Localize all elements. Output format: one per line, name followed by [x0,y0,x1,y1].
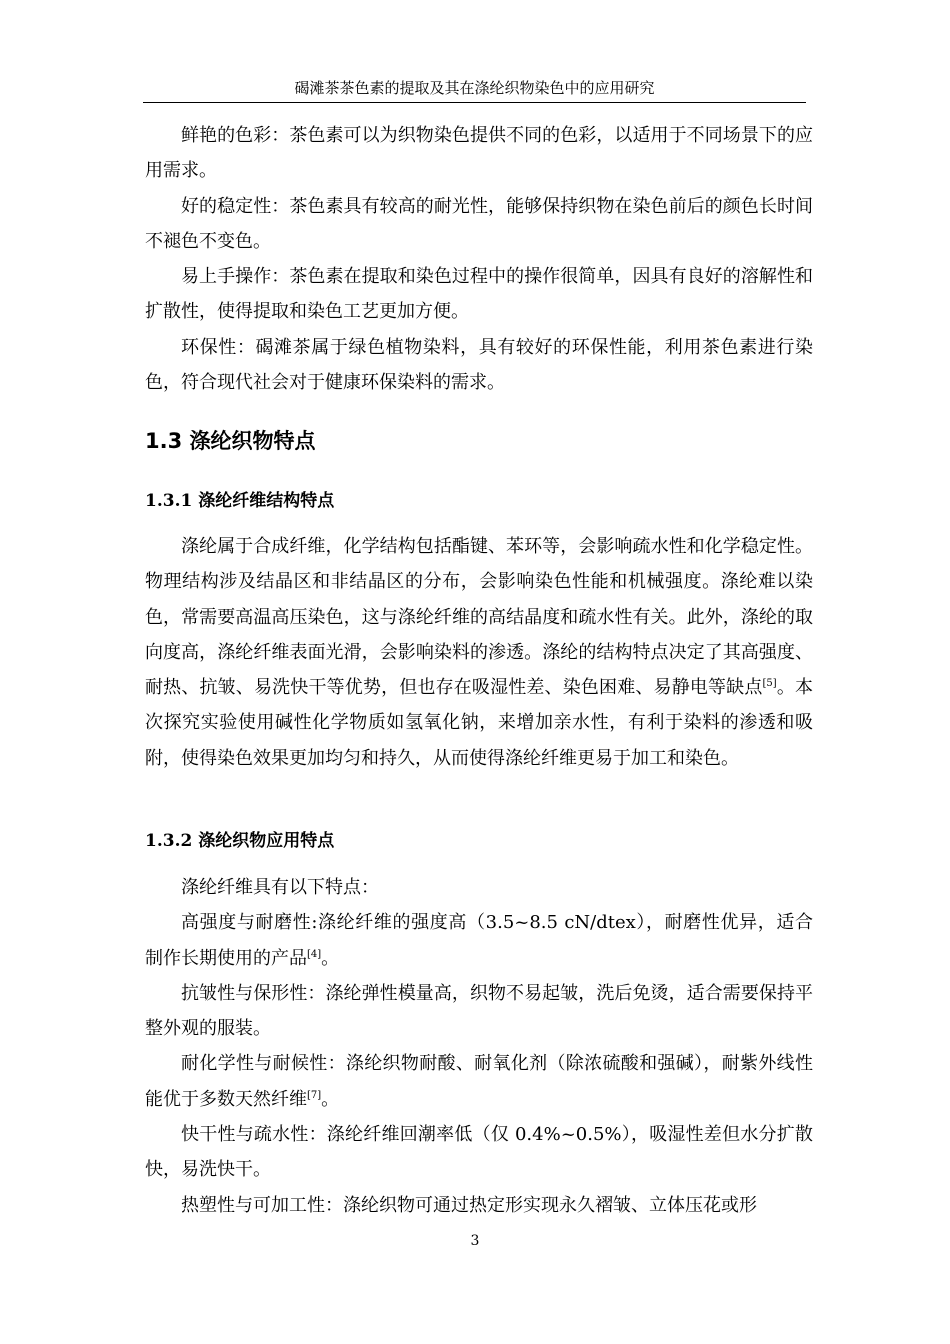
application-item: 抗皱性与保形性：涤纶弹性模量高，织物不易起皱，洗后免烫，适合需要保持平整外观的服装。 [145,982,813,1040]
citation: [7] [307,1089,322,1101]
citation: [5] [762,678,777,690]
subsection-heading-structure: 1.3.1 涤纶纤维结构特点 [145,491,335,511]
application-item: 耐化学性与耐候性：涤纶织物耐酸、耐氧化剂（除浓硫酸和强碱），耐紫外线性能优于多数天然纤维[7]。 [145,1053,813,1110]
structure-paragraph-block [145,529,813,776]
header-divider [143,102,806,103]
advantage-paragraph: 好的稳定性：茶色素具有较高的耐光性，能够保持织物在染色前后的颜色长时间不褪色不变色。 [145,195,814,252]
citation: [4] [307,948,322,960]
page-number: 3 [470,1233,480,1249]
structure-paragraph: 涤纶属于合成纤维，化学结构包括酯键、苯环等，会影响疏水性和化学稳定性。物理结构涉及结晶区和非结晶区的分布，会影响染色性能和机械强度。涤纶难以染色，常需要高温高压染色，这与涤纶纤维的高结晶度和疏水性有关。此外，涤纶的取向度高，涤纶纤维表面光滑，会影响染料的渗透。涤纶的结构特点决定了其高强度、耐热、抗皱、易洗快干等优势，但也存在吸湿性差、染色困难、易静电等缺点[5]。本次探究实验使用碱性化学物质如氢氧化钠，来增加亲水性，有利于染料的渗透和吸附，使得染色效果更加均匀和持久，从而使得涤纶纤维更易于加工和染色。 [145,536,814,769]
section-heading: 1.3 涤纶织物特点 [145,429,316,453]
subsection-heading-application: 1.3.2 涤纶织物应用特点 [145,831,335,851]
advantages-list [145,118,813,400]
running-header: 碣滩茶茶色素的提取及其在涤纶织物染色中的应用研究 [294,79,655,97]
application-item: 快干性与疏水性：涤纶纤维回潮率低（仅 0.4%~0.5%），吸湿性差但水分扩散快，易洗快干。 [145,1124,813,1181]
advantage-paragraph: 环保性：碣滩茶属于绿色植物染料，具有较好的环保性能，利用茶色素进行染色，符合现代社会对于健康环保染料的需求。 [145,336,814,394]
application-item: 热塑性与可加工性：涤纶织物可通过热定形实现永久褶皱、立体压花或形 [181,1194,757,1216]
advantage-paragraph: 易上手操作：茶色素在提取和染色过程中的操作很简单，因具有良好的溶解性和扩散性，使得提取和染色工艺更加方便。 [145,266,814,323]
application-item: 高强度与耐磨性:涤纶纤维的强度高（3.5~8.5 cN/dtex），耐磨性优异，适合制作长期使用的产品[4]。 [145,912,813,969]
advantage-paragraph: 鲜艳的色彩：茶色素可以为织物染色提供不同的色彩，以适用于不同场景下的应用需求。 [145,125,814,182]
application-intro: 涤纶纤维具有以下特点： [181,877,379,898]
application-list [145,870,813,1223]
